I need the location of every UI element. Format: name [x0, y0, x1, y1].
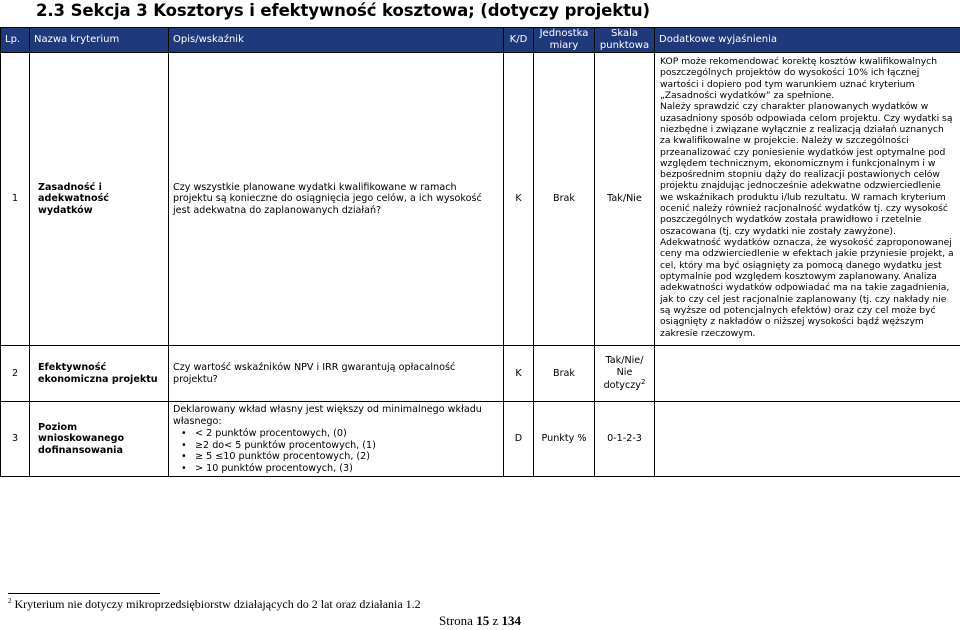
footnote-ref: 2 — [640, 378, 646, 387]
row-unit: Punkty % — [534, 402, 595, 477]
page-total: 134 — [501, 613, 521, 628]
header-lp: Lp. — [1, 28, 30, 53]
row-scale: Tak/Nie — [595, 53, 655, 346]
row-scale-line2: Nie — [616, 366, 633, 378]
header-scale-line2: punktowa — [599, 40, 650, 51]
option-item: • < 2 punktów procentowych, (0) — [195, 428, 499, 440]
option-item: • ≥ 5 ≤10 punktów procentowych, (2) — [195, 451, 499, 463]
row-explanation — [655, 402, 960, 477]
row-description: Czy wartość wskaźników NPV i IRR gwarantują opłacalność projektu? — [169, 346, 504, 402]
row-scale-line3: dotyczy — [603, 380, 641, 392]
explanation-paragraph: Należy sprawdzić czy charakter planowanych wydatków w uzasadniony sposób odpowiada celom projektu. Czy wydatki są niezbędne i związane wyłącznie z realizacją działań uznanych za kwalifikowalne w projekcie. Należy w szczególności przeanalizować czy poniesienie wydatków jest optymalne pod względem technicznym, ekonomicznym i funkcjonalnym i w bezpośrednim stopniu dąży do realizacji postawionych celów projektu znajdując jednocześnie adekwatne odzwierciedlenie we wskaźnikach produktu i/lub rezultatu. W ramach kryterium ocenić należy również racjonalność wydatków tj. czy wysokość poszczególnych wydatków została prawidłowo i rzetelnie oszacowana (tj. czy wydatki nie zostały zawyżone). Adekwatność wydatków oznacza, że wysokość zaproponowanej ceny ma odzwierciedlenie w efektach jakie przyniesie projekt, a cel, który ma być osiągnięty za pomocą danego wydatku jest optymalnie pod względem kosztowym zaplanowany. Analiza adekwatności wydatków odpowiadać ma na takie zagadnienia, jak to czy cel jest racjonalnie zaplanowany (tj. czy nakłady nie są wyższe od potencjalnych efektów) oraz czy cel może być osiągnięty z nakładów o niższej wysokości bądź węższym zakresie rzeczowym. — [660, 101, 954, 339]
footnote-marker: 2 — [8, 597, 12, 605]
header-scale-line1: Skala — [611, 28, 638, 39]
row-lp: 1 — [1, 53, 30, 346]
row-unit: Brak — [534, 346, 595, 402]
header-name: Nazwa kryterium — [30, 28, 169, 53]
table-header-row — [1, 28, 960, 53]
page-sep: z — [492, 613, 499, 628]
header-unit — [534, 28, 595, 53]
row-scale — [595, 346, 655, 402]
footnote-text: Kryterium nie dotyczy mikroprzedsiębiorstw działających do 2 lat oraz działania 1.2 — [11, 597, 421, 611]
row-criterion-name: Poziom wnioskowanego dofinansowania — [30, 402, 169, 477]
option-item: • ≥2 do< 5 punktów procentowych, (1) — [195, 440, 499, 452]
row-lp: 3 — [1, 402, 30, 477]
page-number — [0, 613, 960, 629]
option-item: • > 10 punktów procentowych, (3) — [195, 463, 499, 475]
header-unit-line2: miary — [549, 40, 579, 51]
row-scale: 0-1-2-3 — [595, 402, 655, 477]
row-criterion-name: Efektywność ekonomiczna projektu — [30, 346, 169, 402]
header-scale — [595, 28, 655, 53]
row-kd: D — [504, 402, 534, 477]
row-scale-line1: Tak/Nie/ — [605, 355, 644, 367]
row-explanation — [655, 346, 960, 402]
row-kd: K — [504, 346, 534, 402]
header-desc: Opis/wskaźnik — [169, 28, 504, 53]
row-kd: K — [504, 53, 534, 346]
footnote — [8, 597, 421, 612]
table-row — [1, 53, 960, 346]
row-lp: 2 — [1, 346, 30, 402]
explanation-paragraph: KOP może rekomendować korektę kosztów kwalifikowalnych poszczególnych projektów do wysokości 10% ich łącznej wartości i dopiero pod tym warunkiem uznać kryterium „Zasadności wydatków” za spełnione. — [660, 56, 938, 101]
row-criterion-name: Zasadność i adekwatność wydatków — [30, 53, 169, 346]
footnote-divider — [8, 593, 160, 594]
page-label: Strona — [439, 613, 473, 628]
row-description — [169, 402, 504, 477]
header-kd: K/D — [504, 28, 534, 53]
row-unit: Brak — [534, 53, 595, 346]
header-expl: Dodatkowe wyjaśnienia — [655, 28, 960, 53]
page-current: 15 — [476, 613, 490, 628]
table-row — [1, 346, 960, 402]
row-explanation — [655, 53, 960, 346]
row-description: Czy wszystkie planowane wydatki kwalifikowane w ramach projektu są konieczne do osiągnięcia jego celów, a ich wysokość jest adekwatna do zaplanowanych działań? — [169, 53, 504, 346]
page-title: 2.3 Sekcja 3 Kosztorys i efektywność kosztowa; (dotyczy projektu) — [36, 1, 650, 20]
table-row — [1, 402, 960, 477]
criteria-table — [0, 27, 960, 477]
options-list — [173, 428, 499, 474]
row-description-text: Deklarowany wkład własny jest większy od minimalnego wkładu własnego: — [173, 404, 482, 427]
header-unit-line1: Jednostka — [539, 28, 589, 39]
